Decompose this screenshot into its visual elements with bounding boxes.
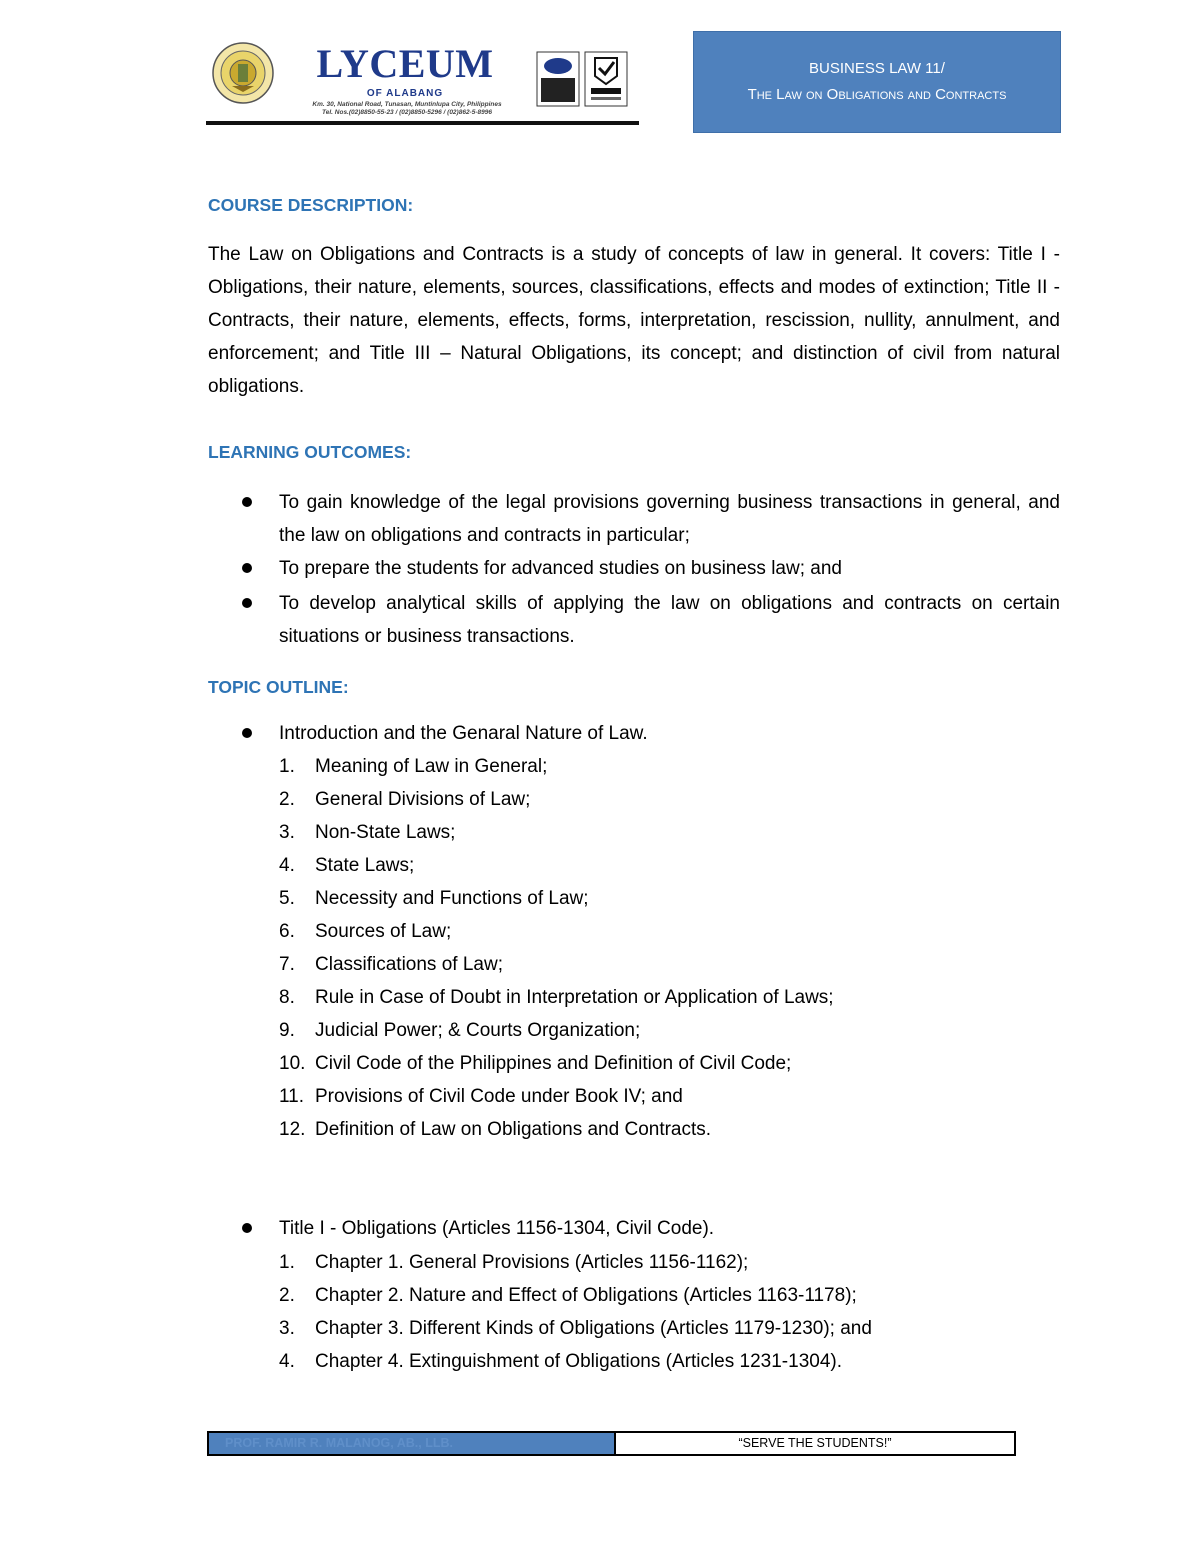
topic-section-header [208, 717, 1060, 750]
footer-author: PROF. RAMIR R. MALANOG, AB., LLB. [209, 1433, 616, 1454]
item-text: Meaning of Law in General; [315, 756, 548, 777]
item-number: 10. [279, 1053, 306, 1074]
list-item [279, 1312, 872, 1345]
item-number: 1. [279, 756, 295, 777]
topic-outline-heading: TOPIC OUTLINE: [208, 677, 349, 697]
bullet-icon [242, 598, 252, 608]
item-number: 7. [279, 954, 295, 975]
list-item [279, 915, 451, 948]
bullet-icon [242, 1223, 252, 1233]
bullet-icon [242, 728, 252, 738]
topic-section-header [208, 1212, 1060, 1245]
item-text: State Laws; [315, 855, 415, 876]
list-item [279, 1047, 791, 1080]
school-seal-logo [212, 42, 274, 104]
list-item [279, 1113, 711, 1146]
item-text: General Divisions of Law; [315, 789, 531, 810]
list-item [279, 816, 455, 849]
learning-outcomes-heading: LEARNING OUTCOMES: [208, 442, 412, 462]
course-description-heading: COURSE DESCRIPTION: [208, 195, 414, 215]
item-text: Rule in Case of Doubt in Interpretation or Application of Laws; [315, 987, 834, 1008]
item-number: 2. [279, 1285, 295, 1306]
footer-motto: “SERVE THE STUDENTS!” [738, 1436, 892, 1450]
item-text: Provisions of Civil Code under Book IV; and [315, 1086, 683, 1107]
phone-line: Tel. Nos.(02)8850-55-23 / (02)8850-5296 / (02)862-5-8996 [322, 109, 492, 116]
list-item [208, 486, 1060, 552]
list-item [208, 587, 1060, 653]
list-item [279, 1080, 683, 1113]
list-item [279, 1246, 748, 1279]
course-description-text: The Law on Obligations and Contracts is a study of concepts of law in general. It covers: Title I - Obligations, their nature, elements, sources, classifications, effects and modes of extinction; Title II - Contracts, their nature, elements, effects, forms, interpretation, rescission, nullity, annulment, and enforcement; and Title III – Natural Obligations, its concept; and distinction of civil from natural obligations. [208, 244, 1060, 397]
bullet-icon [242, 497, 252, 507]
list-item [279, 783, 530, 816]
item-text: Chapter 3. Different Kinds of Obligations (Articles 1179-1230); and [315, 1318, 872, 1339]
brand-name: LYCEUM [316, 41, 494, 86]
list-item [208, 552, 1060, 585]
item-text: Necessity and Functions of Law; [315, 888, 589, 909]
learning-outcome-text: To develop analytical skills of applying the law on obligations and contracts on certain situations or business transactions. [279, 593, 1060, 647]
list-item [279, 750, 547, 783]
item-text: Chapter 4. Extinguishment of Obligations (Articles 1231-1304). [315, 1351, 842, 1372]
item-text: Definition of Law on Obligations and Contracts. [315, 1119, 712, 1140]
header-divider [206, 121, 639, 125]
item-number: 6. [279, 921, 295, 942]
address-line: Km. 30, National Road, Tunasan, Muntinlupa City, Philippines [312, 101, 502, 108]
topic-section-title: Introduction and the Genaral Nature of Law. [279, 723, 648, 744]
item-number: 3. [279, 822, 295, 843]
brand-subtitle: OF ALABANG [366, 88, 444, 99]
bullet-icon [242, 563, 252, 573]
item-number: 9. [279, 1020, 295, 1041]
item-text: Sources of Law; [315, 921, 452, 942]
item-text: Non-State Laws; [315, 822, 456, 843]
item-text: Civil Code of the Philippines and Definition of Civil Code; [315, 1053, 792, 1074]
list-item [279, 948, 503, 981]
item-number: 12. [279, 1119, 306, 1140]
course-subtitle: The Law on Obligations and Contracts [747, 86, 1007, 103]
course-title: BUSINESS LAW 11/ [809, 60, 945, 77]
item-number: 4. [279, 855, 295, 876]
list-item [279, 1014, 640, 1047]
course-title-box [693, 31, 1061, 133]
list-item [279, 849, 414, 882]
item-text: Chapter 2. Nature and Effect of Obligations (Articles 1163-1178); [315, 1285, 857, 1306]
item-number: 4. [279, 1351, 295, 1372]
item-number: 3. [279, 1318, 295, 1339]
item-text: Chapter 1. General Provisions (Articles 1156-1162); [315, 1252, 749, 1273]
topic-section-title: Title I - Obligations (Articles 1156-1304, Civil Code). [279, 1218, 715, 1239]
list-item [279, 1279, 857, 1312]
item-number: 11. [279, 1086, 305, 1107]
item-text: Judicial Power; & Courts Organization; [315, 1020, 641, 1041]
list-item [279, 882, 589, 915]
learning-outcome-text: To gain knowledge of the legal provisions governing business transactions in general, and the law on obligations and contracts in particular; [279, 492, 1060, 546]
learning-outcome-text: To prepare the students for advanced studies on business law; and [279, 558, 842, 579]
certification-badges-icon [535, 50, 630, 108]
list-item [279, 981, 834, 1014]
item-number: 2. [279, 789, 295, 810]
item-number: 5. [279, 888, 295, 909]
item-text: Classifications of Law; [315, 954, 503, 975]
list-item [279, 1345, 842, 1378]
page-footer [207, 1431, 1016, 1456]
item-number: 1. [279, 1252, 295, 1273]
item-number: 8. [279, 987, 295, 1008]
